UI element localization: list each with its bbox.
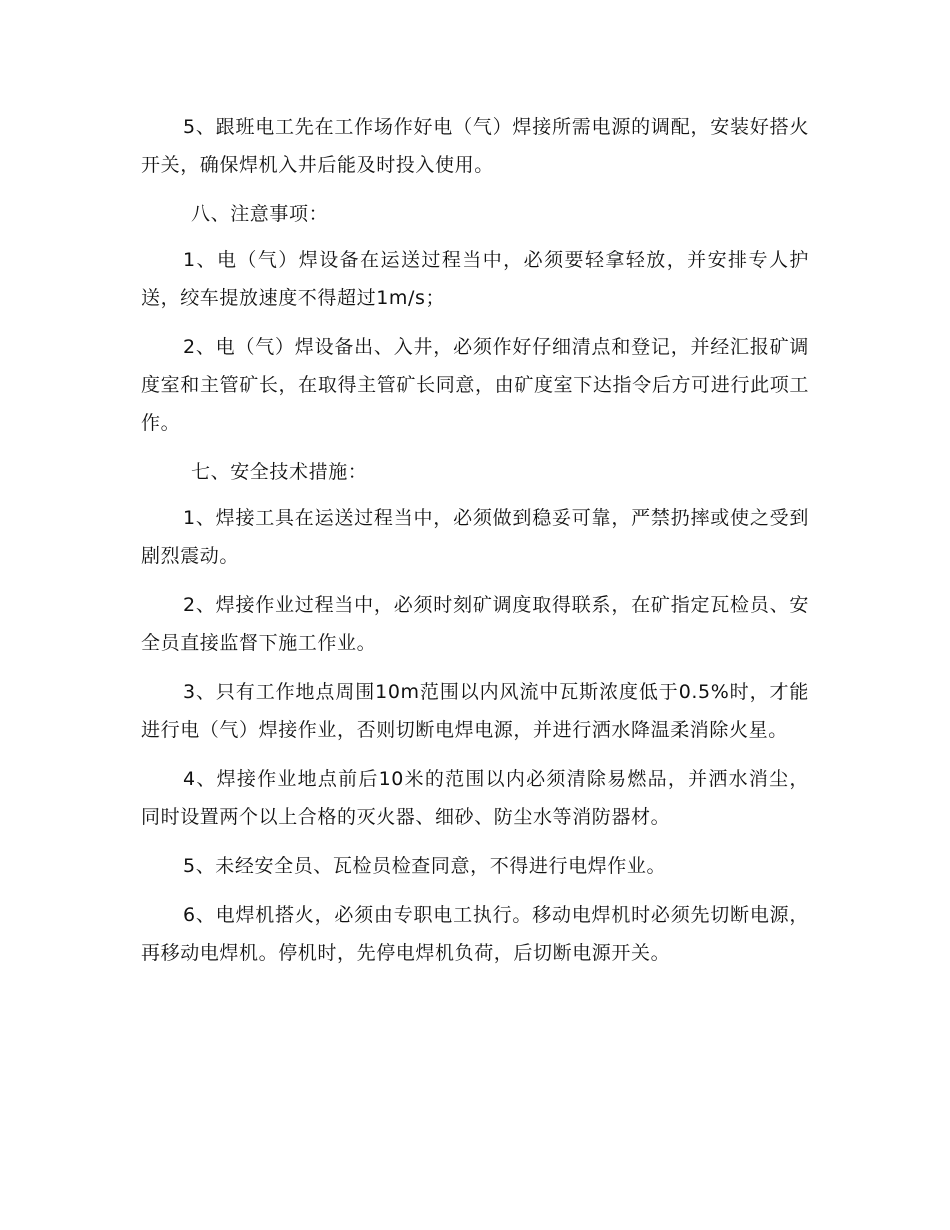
section-heading-safety-measures: 七、安全技术措施： — [191, 461, 368, 483]
paragraph-electrician-prep: 5、跟班电工先在工作场作好电（气）焊接所需电源的调配，安装好搭火开关，确保焊机入井后能及时投入使用。 — [141, 116, 809, 176]
paragraph-safety-1: 1、焊接工具在运送过程当中，必须做到稳妥可靠，严禁扔摔或使之受到剧烈震动。 — [141, 507, 809, 567]
paragraph-safety-6: 6、电焊机搭火，必须由专职电工执行。移动电焊机时必须先切断电源，再移动电焊机。停机时，先停电焊机负荷，后切断电源开关。 — [141, 904, 809, 964]
paragraph-precaution-2: 2、电（气）焊设备出、入井，必须作好仔细清点和登记，并经汇报矿调度室和主管矿长，在取得主管矿长同意，由矿度室下达指令后方可进行此项工作。 — [141, 336, 809, 434]
paragraph-safety-4: 4、焊接作业地点前后10米的范围以内必须清除易燃品，并洒水消尘，同时设置两个以上合格的灭火器、细砂、防尘水等消防器材。 — [141, 768, 809, 828]
document-body — [141, 108, 809, 972]
paragraph-precaution-1: 1、电（气）焊设备在运送过程当中，必须要轻拿轻放，并安排专人护送，绞车提放速度不得超过1m/s； — [141, 249, 809, 309]
paragraph-safety-5: 5、未经安全员、瓦检员检查同意，不得进行电焊作业。 — [183, 855, 667, 877]
paragraph-safety-2: 2、焊接作业过程当中，必须时刻矿调度取得联系，在矿指定瓦检员、安全员直接监督下施工作业。 — [141, 594, 809, 654]
paragraph-safety-3: 3、只有工作地点周围10m范围以内风流中瓦斯浓度低于0.5%时，才能进行电（气）焊接作业，否则切断电焊电源，并进行洒水降温柔消除火星。 — [141, 681, 809, 741]
section-heading-precautions: 八、注意事项： — [191, 203, 329, 225]
